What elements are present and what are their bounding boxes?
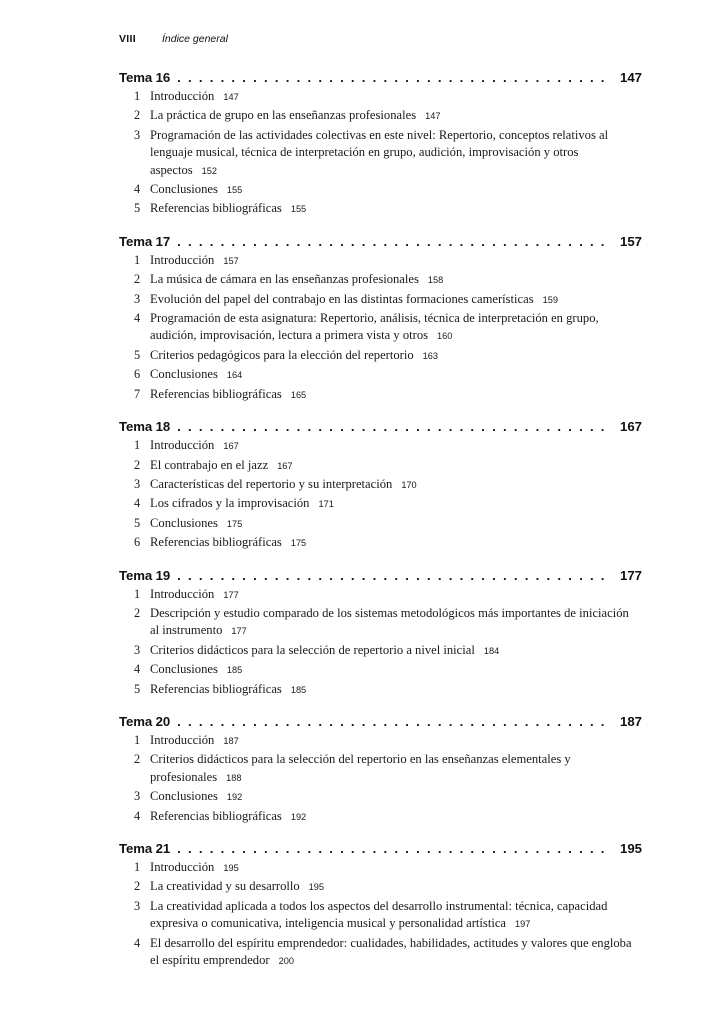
toc-entry-body <box>150 181 642 199</box>
toc-entry[interactable] <box>119 437 642 455</box>
toc-entry[interactable] <box>119 661 642 679</box>
dot-leader <box>177 569 611 582</box>
toc-entry-page-number: 147 <box>425 111 441 122</box>
toc-entry[interactable] <box>119 788 642 806</box>
toc-entry-page-number: 177 <box>223 589 239 600</box>
toc-entry-title: Introducción <box>150 252 215 267</box>
toc-section <box>119 714 642 826</box>
toc-entry-body <box>150 898 642 934</box>
toc-entry-title: Conclusiones <box>150 182 218 197</box>
toc-entry-page-number: 155 <box>226 185 243 196</box>
toc-entry-title: Introducción <box>150 732 215 747</box>
toc-entry-number: 2 <box>134 879 141 894</box>
toc-entry-body <box>150 127 642 180</box>
toc-entry-page-number: 167 <box>223 441 239 452</box>
toc-entry-page-number: 157 <box>223 255 239 266</box>
toc-entry-page-number: 192 <box>290 811 307 822</box>
toc-entry-page-number: 158 <box>427 275 444 286</box>
toc-entry-title: Introducción <box>150 89 215 103</box>
toc-entry[interactable] <box>119 88 642 106</box>
toc-chapter-title: Tema 16 <box>119 70 171 85</box>
toc-entry-page-number: 171 <box>318 499 334 510</box>
toc-entry-title: La práctica de grupo en las enseñanzas profesionales <box>150 108 417 123</box>
toc-entry-page-number: 170 <box>401 479 417 490</box>
toc-entry-body <box>150 457 642 475</box>
toc-entry-title: La creatividad y su desarrollo <box>150 879 300 894</box>
toc-entry-number: 2 <box>134 605 141 620</box>
dot-leader <box>177 842 611 855</box>
toc-entry[interactable] <box>119 751 642 787</box>
toc-chapter-row[interactable] <box>119 568 642 583</box>
toc-entry-number: 6 <box>134 535 141 550</box>
toc-entry-list <box>119 88 642 219</box>
toc-entry[interactable] <box>119 515 642 533</box>
toc-entry-number: 1 <box>134 860 141 874</box>
toc-entry-title: Los cifrados y la improvisación <box>150 496 310 511</box>
toc-entry-body <box>150 107 642 125</box>
toc-entry-body <box>150 88 642 106</box>
toc-entry[interactable] <box>119 605 642 641</box>
page-folio-number: VIII <box>119 33 136 45</box>
toc-entry[interactable] <box>119 642 642 660</box>
toc-entry-number: 1 <box>134 89 141 103</box>
toc-entry-body <box>150 935 642 971</box>
toc-entry-page-number: 147 <box>223 92 239 102</box>
toc-chapter-page-number: 157 <box>619 233 642 249</box>
toc-entry[interactable] <box>119 386 642 404</box>
toc-entry[interactable] <box>119 347 642 365</box>
toc-entry-number: 1 <box>134 438 141 453</box>
toc-entry-body <box>150 366 642 384</box>
toc-entry-title: Conclusiones <box>150 367 218 382</box>
toc-entry[interactable] <box>119 859 642 877</box>
toc-entry-page-number: 195 <box>308 882 325 893</box>
running-head <box>119 33 228 45</box>
toc-section <box>119 70 642 219</box>
toc-entry-body <box>150 808 642 826</box>
toc-entry[interactable] <box>119 534 642 552</box>
toc-entry-title: Programación de esta asignatura: Repertorio, análisis, técnica de interpretación en grupo, audición, improvisación, lectura a primera vista y otros <box>150 311 599 343</box>
toc-entry-body <box>150 271 642 289</box>
toc-entry[interactable] <box>119 271 642 289</box>
toc-entry-page-number: 175 <box>290 538 307 549</box>
toc-chapter-page-number: 177 <box>619 567 642 583</box>
toc-section <box>119 419 642 552</box>
toc-entry-body <box>150 681 642 699</box>
toc-entry-number: 1 <box>134 586 141 601</box>
toc-entry-title: Referencias bibliográficas <box>150 201 282 216</box>
toc-entry[interactable] <box>119 878 642 896</box>
toc-entry-title: Conclusiones <box>150 662 218 677</box>
toc-entry-number: 7 <box>134 386 141 401</box>
toc-entry-page-number: 200 <box>278 956 294 967</box>
toc-entry-body <box>150 586 642 604</box>
toc-entry-number: 1 <box>134 732 141 747</box>
toc-entry-page-number: 164 <box>226 370 243 381</box>
toc-chapter-row[interactable] <box>119 234 642 249</box>
toc-entry-body <box>150 859 642 877</box>
toc-entry-page-number: 187 <box>223 735 239 746</box>
toc-entry-title: Referencias bibliográficas <box>150 808 282 823</box>
toc-entry-title: Criterios didácticos para la selección del repertorio en las enseñanzas elementales y profesionales <box>150 752 571 784</box>
toc-entry-title: Conclusiones <box>150 515 218 530</box>
toc-entry-body <box>150 534 642 552</box>
toc-entry-page-number: 185 <box>226 665 243 676</box>
toc-entry-body <box>150 291 642 309</box>
toc-entry-body <box>150 788 642 806</box>
toc-entry[interactable] <box>119 366 642 384</box>
toc-entry-body <box>150 732 642 750</box>
toc-entry-title: El contrabajo en el jazz <box>150 457 269 472</box>
toc-entry-number: 4 <box>134 808 141 823</box>
toc-entry-number: 4 <box>134 662 141 677</box>
toc-entry[interactable] <box>119 898 642 934</box>
toc-chapter-title: Tema 20 <box>119 713 171 729</box>
toc-entry[interactable] <box>119 310 642 346</box>
toc-entry-number: 5 <box>134 681 141 696</box>
toc-chapter-page-number: 147 <box>619 70 642 85</box>
toc-entry-list <box>119 586 642 699</box>
toc-entry-page-number: 185 <box>290 684 307 695</box>
toc-entry-number: 3 <box>134 127 141 142</box>
toc-entry-body <box>150 495 642 513</box>
toc-entry-title: Introducción <box>150 860 215 874</box>
toc-entry-page-number: 188 <box>226 772 242 783</box>
toc-entry-title: Referencias bibliográficas <box>150 681 282 696</box>
toc-entry-body <box>150 310 642 346</box>
toc-entry-body <box>150 252 642 270</box>
toc-entry-body <box>150 476 642 494</box>
toc-entry-number: 5 <box>134 347 141 362</box>
toc-entry[interactable] <box>119 681 642 699</box>
toc-entry-page-number: 184 <box>483 645 500 656</box>
toc-entry-number: 3 <box>134 291 141 306</box>
toc-entry-title: Referencias bibliográficas <box>150 535 282 550</box>
dot-leader <box>177 71 611 84</box>
toc-chapter-title: Tema 17 <box>119 233 171 249</box>
toc-entry-number: 2 <box>134 108 141 123</box>
toc-entry[interactable] <box>119 586 642 604</box>
toc-entry-page-number: 167 <box>277 460 293 471</box>
toc-entry[interactable] <box>119 291 642 309</box>
toc-entry-title: Características del repertorio y su interpretación <box>150 476 393 491</box>
toc-entry-page-number: 160 <box>437 331 453 342</box>
toc-entry-list <box>119 732 642 826</box>
toc-chapter-page-number: 195 <box>619 841 642 856</box>
toc-entry-body <box>150 437 642 455</box>
dot-leader <box>177 420 611 433</box>
toc-entry-title: Criterios didácticos para la selección de repertorio a nivel inicial <box>150 642 475 657</box>
toc-chapter-title: Tema 18 <box>119 419 171 435</box>
toc-section <box>119 568 642 699</box>
dot-leader <box>177 235 611 248</box>
toc-entry-page-number: 175 <box>226 518 243 529</box>
toc-entry-list <box>119 859 642 970</box>
table-of-contents <box>119 70 642 970</box>
toc-entry[interactable] <box>119 935 642 971</box>
toc-entry-list <box>119 252 642 404</box>
toc-entry-number: 5 <box>134 201 141 216</box>
toc-entry[interactable] <box>119 476 642 494</box>
toc-entry-title: Descripción y estudio comparado de los sistemas metodológicos más importantes de iniciación al instrumento <box>150 605 629 638</box>
toc-entry-page-number: 152 <box>201 165 218 176</box>
toc-entry-title: Referencias bibliográficas <box>150 386 282 401</box>
toc-entry-page-number: 192 <box>226 792 243 803</box>
running-head-title: Índice general <box>161 33 228 45</box>
toc-entry-title: Evolución del papel del contrabajo en las distintas formaciones camerísticas <box>150 291 534 306</box>
toc-entry-body <box>150 751 642 787</box>
toc-section <box>119 841 642 970</box>
toc-chapter-page-number: 187 <box>619 713 642 729</box>
toc-entry[interactable] <box>119 107 642 125</box>
toc-entry-page-number: 177 <box>231 626 247 637</box>
toc-entry-number: 4 <box>134 496 141 511</box>
toc-entry-body <box>150 386 642 404</box>
toc-entry-title: La creatividad aplicada a todos los aspectos del desarrollo instrumental: técnica, capacidad expresiva o comunicativa, inteligencia musical y personalidad artística <box>150 898 608 931</box>
toc-entry-title: Criterios pedagógicos para la elección del repertorio <box>150 347 414 362</box>
toc-entry-body <box>150 642 642 660</box>
toc-entry-number: 4 <box>134 935 141 950</box>
toc-section <box>119 234 642 404</box>
toc-entry[interactable] <box>119 732 642 750</box>
toc-entry-number: 4 <box>134 311 141 326</box>
toc-entry-body <box>150 515 642 533</box>
toc-entry[interactable] <box>119 495 642 513</box>
toc-entry-number: 5 <box>134 515 141 530</box>
toc-entry-number: 3 <box>134 898 141 913</box>
toc-entry-body <box>150 605 642 641</box>
toc-chapter-row[interactable] <box>119 419 642 434</box>
toc-entry-title: Programación de las actividades colectivas en este nivel: Repertorio, conceptos relativos al lenguaje musical, técnica de interpretación en grupo, audición, improvisación y otros aspectos <box>150 127 609 177</box>
toc-entry[interactable] <box>119 457 642 475</box>
toc-entry-body <box>150 661 642 679</box>
toc-entry[interactable] <box>119 200 642 218</box>
toc-chapter-title: Tema 19 <box>119 567 171 583</box>
toc-entry-body <box>150 878 642 896</box>
toc-entry-page-number: 163 <box>422 350 439 361</box>
toc-entry[interactable] <box>119 808 642 826</box>
toc-entry-page-number: 195 <box>223 863 239 873</box>
toc-entry-body <box>150 347 642 365</box>
toc-entry-title: La música de cámara en las enseñanzas profesionales <box>150 272 419 287</box>
toc-entry-number: 3 <box>134 789 141 804</box>
toc-chapter-row[interactable] <box>119 70 642 85</box>
toc-entry-list <box>119 437 642 552</box>
toc-chapter-title: Tema 21 <box>119 841 171 856</box>
toc-entry-body <box>150 200 642 218</box>
toc-chapter-page-number: 167 <box>619 419 642 435</box>
toc-entry-number: 2 <box>134 752 141 767</box>
toc-entry-page-number: 197 <box>515 919 531 930</box>
toc-entry-number: 2 <box>134 457 141 472</box>
toc-entry-title: El desarrollo del espíritu emprendedor: cualidades, habilidades, actitudes y valores que engloba el espíritu emprendedor <box>150 935 632 968</box>
toc-entry-page-number: 155 <box>290 204 307 215</box>
toc-entry[interactable] <box>119 181 642 199</box>
toc-entry-number: 4 <box>134 182 141 197</box>
toc-entry-page-number: 159 <box>542 294 558 305</box>
toc-entry[interactable] <box>119 252 642 270</box>
toc-entry-number: 2 <box>134 272 141 287</box>
toc-chapter-row[interactable] <box>119 841 642 856</box>
toc-entry-title: Introducción <box>150 438 215 453</box>
toc-entry[interactable] <box>119 127 642 180</box>
toc-entry-number: 3 <box>134 476 141 491</box>
toc-chapter-row[interactable] <box>119 714 642 729</box>
toc-entry-number: 6 <box>134 367 141 382</box>
toc-entry-title: Conclusiones <box>150 789 218 804</box>
toc-entry-page-number: 165 <box>290 389 307 400</box>
dot-leader <box>177 715 611 728</box>
toc-entry-title: Introducción <box>150 586 215 601</box>
toc-entry-number: 1 <box>134 252 141 267</box>
toc-entry-number: 3 <box>134 642 141 657</box>
